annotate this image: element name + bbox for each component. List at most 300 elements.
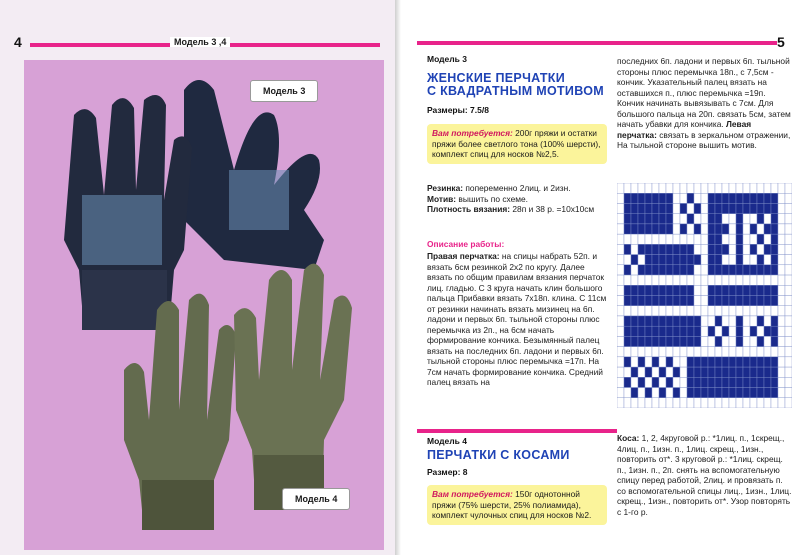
density-label: Плотность вязания: <box>427 204 511 214</box>
page-number-left: 4 <box>14 34 22 50</box>
chart-cell <box>694 224 701 234</box>
chart-cell <box>638 388 645 398</box>
chart-cell <box>778 306 785 316</box>
chart-cell <box>750 398 757 408</box>
chart-cell <box>771 203 778 213</box>
chart-cell <box>743 193 750 203</box>
chart-cell <box>757 357 764 367</box>
chart-cell <box>666 347 673 357</box>
chart-cell <box>715 398 722 408</box>
chart-cell <box>743 398 750 408</box>
chart-cell <box>736 244 743 254</box>
chart-cell <box>694 357 701 367</box>
chart-cell <box>638 285 645 295</box>
chart-cell <box>729 388 736 398</box>
chart-cell <box>687 347 694 357</box>
chart-cell <box>729 326 736 336</box>
chart-cell <box>680 285 687 295</box>
chart-cell <box>652 367 659 377</box>
chart-cell <box>645 388 652 398</box>
chart-cell <box>750 214 757 224</box>
chart-cell <box>680 377 687 387</box>
chart-cell <box>701 388 708 398</box>
chart-cell <box>687 255 694 265</box>
chart-cell <box>764 357 771 367</box>
chart-cell <box>652 347 659 357</box>
chart-cell <box>757 388 764 398</box>
chart-cell <box>715 306 722 316</box>
chart-cell <box>722 193 729 203</box>
chart-cell <box>631 224 638 234</box>
chart-cell <box>708 296 715 306</box>
chart-cell <box>743 275 750 285</box>
chart-cell <box>750 377 757 387</box>
chart-cell <box>785 255 792 265</box>
chart-cell <box>729 255 736 265</box>
chart-cell <box>708 255 715 265</box>
chart-cell <box>778 193 785 203</box>
chart-cell <box>757 224 764 234</box>
chart-cell <box>659 224 666 234</box>
chart-cell <box>694 388 701 398</box>
top-divider <box>417 41 777 45</box>
chart-cell <box>736 316 743 326</box>
chart-cell <box>736 357 743 367</box>
chart-cell <box>645 244 652 254</box>
chart-cell <box>764 214 771 224</box>
chart-cell <box>631 244 638 254</box>
chart-cell <box>743 336 750 346</box>
chart-cell <box>680 214 687 224</box>
chart-cell <box>638 296 645 306</box>
chart-cell <box>680 347 687 357</box>
chart-cell <box>722 377 729 387</box>
chart-cell <box>645 224 652 234</box>
chart-cell <box>778 255 785 265</box>
chart-cell <box>701 193 708 203</box>
chart-cell <box>743 224 750 234</box>
chart-cell <box>673 357 680 367</box>
chart-cell <box>701 285 708 295</box>
chart-cell <box>694 214 701 224</box>
chart-cell <box>715 214 722 224</box>
chart-cell <box>729 296 736 306</box>
model3-requirements <box>427 124 607 164</box>
model3-tag: Модель 3 <box>250 80 318 102</box>
chart-cell <box>687 296 694 306</box>
chart-cell <box>673 255 680 265</box>
chart-cell <box>708 367 715 377</box>
chart-cell <box>715 203 722 213</box>
chart-cell <box>771 367 778 377</box>
chart-cell <box>680 336 687 346</box>
chart-cell <box>736 255 743 265</box>
chart-cell <box>708 357 715 367</box>
chart-cell <box>764 347 771 357</box>
chart-cell <box>708 326 715 336</box>
chart-cell <box>673 234 680 244</box>
chart-cell <box>631 316 638 326</box>
chart-cell <box>750 193 757 203</box>
model4-size: Размер: 8 <box>427 467 468 477</box>
chart-cell <box>771 214 778 224</box>
chart-cell <box>652 214 659 224</box>
chart-cell <box>631 357 638 367</box>
chart-cell <box>785 336 792 346</box>
chart-cell <box>722 244 729 254</box>
chart-cell <box>722 265 729 275</box>
chart-cell <box>750 347 757 357</box>
chart-cell <box>638 193 645 203</box>
chart-cell <box>701 306 708 316</box>
chart-cell <box>750 183 757 193</box>
col2-text: последних 6п. ладони и первых 6п. тыльной стороны плюс перемычка 18п., с 7,5см - кончик. Указательный палец вязать на оставшихся п., плюс перемычка =19п. Кончик начинать вывязывать с 7см. Для большого пальца на 20п. связать 5см, затем начать убавки для кончика. <box>617 56 791 129</box>
chart-cell <box>659 285 666 295</box>
chart-cell <box>750 234 757 244</box>
chart-cell <box>778 203 785 213</box>
chart-cell <box>771 193 778 203</box>
chart-cell <box>757 377 764 387</box>
chart-cell <box>694 367 701 377</box>
chart-cell <box>638 214 645 224</box>
chart-cell <box>722 285 729 295</box>
chart-cell <box>631 214 638 224</box>
chart-cell <box>617 203 624 213</box>
chart-cell <box>736 285 743 295</box>
chart-cell <box>631 234 638 244</box>
chart-cell <box>750 357 757 367</box>
chart-cell <box>666 377 673 387</box>
chart-cell <box>708 398 715 408</box>
chart-cell <box>764 306 771 316</box>
model4-tag: Модель 4 <box>282 488 350 510</box>
chart-cell <box>666 388 673 398</box>
chart-cell <box>701 316 708 326</box>
chart-cell <box>617 183 624 193</box>
chart-cell <box>750 326 757 336</box>
chart-cell <box>617 388 624 398</box>
chart-cell <box>631 296 638 306</box>
chart-cell <box>757 347 764 357</box>
chart-cell <box>645 255 652 265</box>
chart-cell <box>687 244 694 254</box>
chart-cell <box>708 193 715 203</box>
chart-cell <box>764 336 771 346</box>
model4-requirements <box>427 485 607 525</box>
chart-cell <box>708 377 715 387</box>
chart-cell <box>617 214 624 224</box>
chart-cell <box>771 275 778 285</box>
chart-cell <box>715 388 722 398</box>
chart-cell <box>764 296 771 306</box>
rib-text: попеременно 2лиц. и 2изн. <box>465 183 571 193</box>
chart-cell <box>729 244 736 254</box>
chart-cell <box>624 244 631 254</box>
chart-cell <box>652 224 659 234</box>
chart-cell <box>638 347 645 357</box>
motif-chart <box>617 183 792 408</box>
chart-cell <box>673 203 680 213</box>
chart-cell <box>729 367 736 377</box>
chart-cell <box>729 265 736 275</box>
chart-cell <box>617 234 624 244</box>
chart-cell <box>666 193 673 203</box>
chart-cell <box>617 398 624 408</box>
chart-cell <box>680 306 687 316</box>
chart-cell <box>750 244 757 254</box>
chart-cell <box>715 316 722 326</box>
model3-label: Модель 3 <box>427 54 467 64</box>
chart-cell <box>624 265 631 275</box>
chart-cell <box>701 183 708 193</box>
chart-cell <box>666 336 673 346</box>
chart-cell <box>771 388 778 398</box>
density-text: 28п и 38 р. =10х10см <box>512 204 595 214</box>
chart-cell <box>722 255 729 265</box>
chart-cell <box>617 265 624 275</box>
chart-cell <box>659 388 666 398</box>
chart-cell <box>652 265 659 275</box>
chart-cell <box>638 357 645 367</box>
chart-cell <box>659 244 666 254</box>
chart-cell <box>694 326 701 336</box>
chart-cell <box>743 203 750 213</box>
chart-cell <box>659 275 666 285</box>
chart-cell <box>638 183 645 193</box>
chart-cell <box>729 357 736 367</box>
motif-text: вышить по схеме. <box>458 193 528 204</box>
chart-cell <box>687 306 694 316</box>
chart-cell <box>624 234 631 244</box>
chart-cell <box>757 326 764 336</box>
chart-cell <box>785 214 792 224</box>
gloves-illustration <box>24 60 384 550</box>
chart-cell <box>631 275 638 285</box>
chart-cell <box>771 306 778 316</box>
chart-cell <box>617 357 624 367</box>
chart-cell <box>771 347 778 357</box>
chart-cell <box>764 183 771 193</box>
chart-cell <box>638 326 645 336</box>
chart-cell <box>701 326 708 336</box>
chart-cell <box>778 244 785 254</box>
chart-cell <box>659 214 666 224</box>
chart-cell <box>722 398 729 408</box>
chart-cell <box>729 234 736 244</box>
chart-cell <box>701 296 708 306</box>
chart-cell <box>750 316 757 326</box>
chart-cell <box>743 316 750 326</box>
chart-cell <box>624 347 631 357</box>
chart-cell <box>778 347 785 357</box>
chart-cell <box>715 244 722 254</box>
chart-cell <box>771 398 778 408</box>
chart-cell <box>652 306 659 316</box>
chart-cell <box>729 398 736 408</box>
chart-cell <box>645 398 652 408</box>
chart-cell <box>722 347 729 357</box>
chart-cell <box>750 255 757 265</box>
chart-cell <box>659 296 666 306</box>
chart-cell <box>687 193 694 203</box>
chart-cell <box>715 296 722 306</box>
chart-cell <box>771 234 778 244</box>
chart-cell <box>785 234 792 244</box>
chart-cell <box>764 234 771 244</box>
chart-cell <box>694 203 701 213</box>
chart-cell <box>750 388 757 398</box>
chart-cell <box>757 244 764 254</box>
chart-cell <box>652 296 659 306</box>
chart-cell <box>624 357 631 367</box>
chart-cell <box>722 275 729 285</box>
chart-cell <box>624 398 631 408</box>
chart-cell <box>694 398 701 408</box>
chart-cell <box>785 203 792 213</box>
chart-cell <box>750 275 757 285</box>
chart-cell <box>736 398 743 408</box>
chart-cell <box>778 285 785 295</box>
chart-cell <box>680 357 687 367</box>
chart-cell <box>624 214 631 224</box>
chart-cell <box>680 203 687 213</box>
chart-cell <box>617 377 624 387</box>
chart-cell <box>673 244 680 254</box>
chart-cell <box>715 285 722 295</box>
chart-cell <box>673 275 680 285</box>
chart-cell <box>722 234 729 244</box>
chart-cell <box>722 357 729 367</box>
chart-cell <box>701 398 708 408</box>
chart-cell <box>659 347 666 357</box>
chart-cell <box>624 275 631 285</box>
chart-cell <box>645 203 652 213</box>
chart-cell <box>722 203 729 213</box>
chart-cell <box>736 275 743 285</box>
chart-cell <box>659 183 666 193</box>
chart-cell <box>645 316 652 326</box>
chart-cell <box>722 224 729 234</box>
chart-cell <box>624 224 631 234</box>
chart-cell <box>778 275 785 285</box>
chart-cell <box>722 296 729 306</box>
chart-cell <box>778 296 785 306</box>
chart-cell <box>624 285 631 295</box>
chart-cell <box>764 244 771 254</box>
chart-cell <box>708 234 715 244</box>
chart-cell <box>652 193 659 203</box>
chart-cell <box>729 347 736 357</box>
chart-cell <box>687 357 694 367</box>
chart-cell <box>750 224 757 234</box>
chart-cell <box>743 388 750 398</box>
chart-cell <box>652 398 659 408</box>
chart-cell <box>617 224 624 234</box>
chart-cell <box>652 183 659 193</box>
chart-cell <box>715 255 722 265</box>
chart-cell <box>624 326 631 336</box>
chart-cell <box>771 336 778 346</box>
chart-cell <box>771 255 778 265</box>
chart-cell <box>701 255 708 265</box>
chart-cell <box>743 347 750 357</box>
chart-cell <box>736 306 743 316</box>
chart-cell <box>666 357 673 367</box>
chart-cell <box>736 203 743 213</box>
model3-title-line1: ЖЕНСКИЕ ПЕРЧАТКИ <box>427 71 566 85</box>
chart-cell <box>729 336 736 346</box>
chart-cell <box>764 398 771 408</box>
chart-cell <box>645 377 652 387</box>
chart-cell <box>666 214 673 224</box>
chart-cell <box>715 347 722 357</box>
chart-cell <box>708 265 715 275</box>
chart-cell <box>785 296 792 306</box>
chart-cell <box>638 234 645 244</box>
chart-cell <box>666 285 673 295</box>
chart-cell <box>757 265 764 275</box>
chart-cell <box>785 244 792 254</box>
chart-cell <box>631 193 638 203</box>
chart-cell <box>645 306 652 316</box>
chart-cell <box>659 316 666 326</box>
chart-cell <box>715 193 722 203</box>
chart-cell <box>736 388 743 398</box>
chart-cell <box>645 367 652 377</box>
chart-cell <box>715 183 722 193</box>
chart-cell <box>659 203 666 213</box>
chart-cell <box>694 193 701 203</box>
chart-cell <box>785 224 792 234</box>
chart-cell <box>785 357 792 367</box>
chart-cell <box>785 285 792 295</box>
chart-cell <box>652 336 659 346</box>
model3-title <box>427 72 604 98</box>
chart-cell <box>736 234 743 244</box>
chart-cell <box>638 377 645 387</box>
chart-cell <box>645 234 652 244</box>
chart-cell <box>785 388 792 398</box>
chart-cell <box>680 388 687 398</box>
chart-cell <box>708 214 715 224</box>
chart-cell <box>757 296 764 306</box>
chart-cell <box>680 275 687 285</box>
chart-cell <box>624 203 631 213</box>
model-header-label: Модель 3 ,4 <box>170 37 230 47</box>
chart-cell <box>708 183 715 193</box>
chart-cell <box>722 183 729 193</box>
chart-cell <box>757 398 764 408</box>
chart-cell <box>645 183 652 193</box>
chart-cell <box>666 316 673 326</box>
chart-cell <box>715 265 722 275</box>
chart-cell <box>729 224 736 234</box>
chart-cell <box>666 224 673 234</box>
chart-cell <box>715 357 722 367</box>
chart-cell <box>750 285 757 295</box>
motif-label: Мотив: <box>427 193 457 204</box>
chart-cell <box>722 306 729 316</box>
chart-cell <box>631 347 638 357</box>
chart-cell <box>757 214 764 224</box>
chart-cell <box>743 367 750 377</box>
chart-cell <box>652 203 659 213</box>
chart-cell <box>624 306 631 316</box>
chart-cell <box>680 224 687 234</box>
chart-cell <box>764 203 771 213</box>
chart-cell <box>659 336 666 346</box>
chart-cell <box>708 316 715 326</box>
